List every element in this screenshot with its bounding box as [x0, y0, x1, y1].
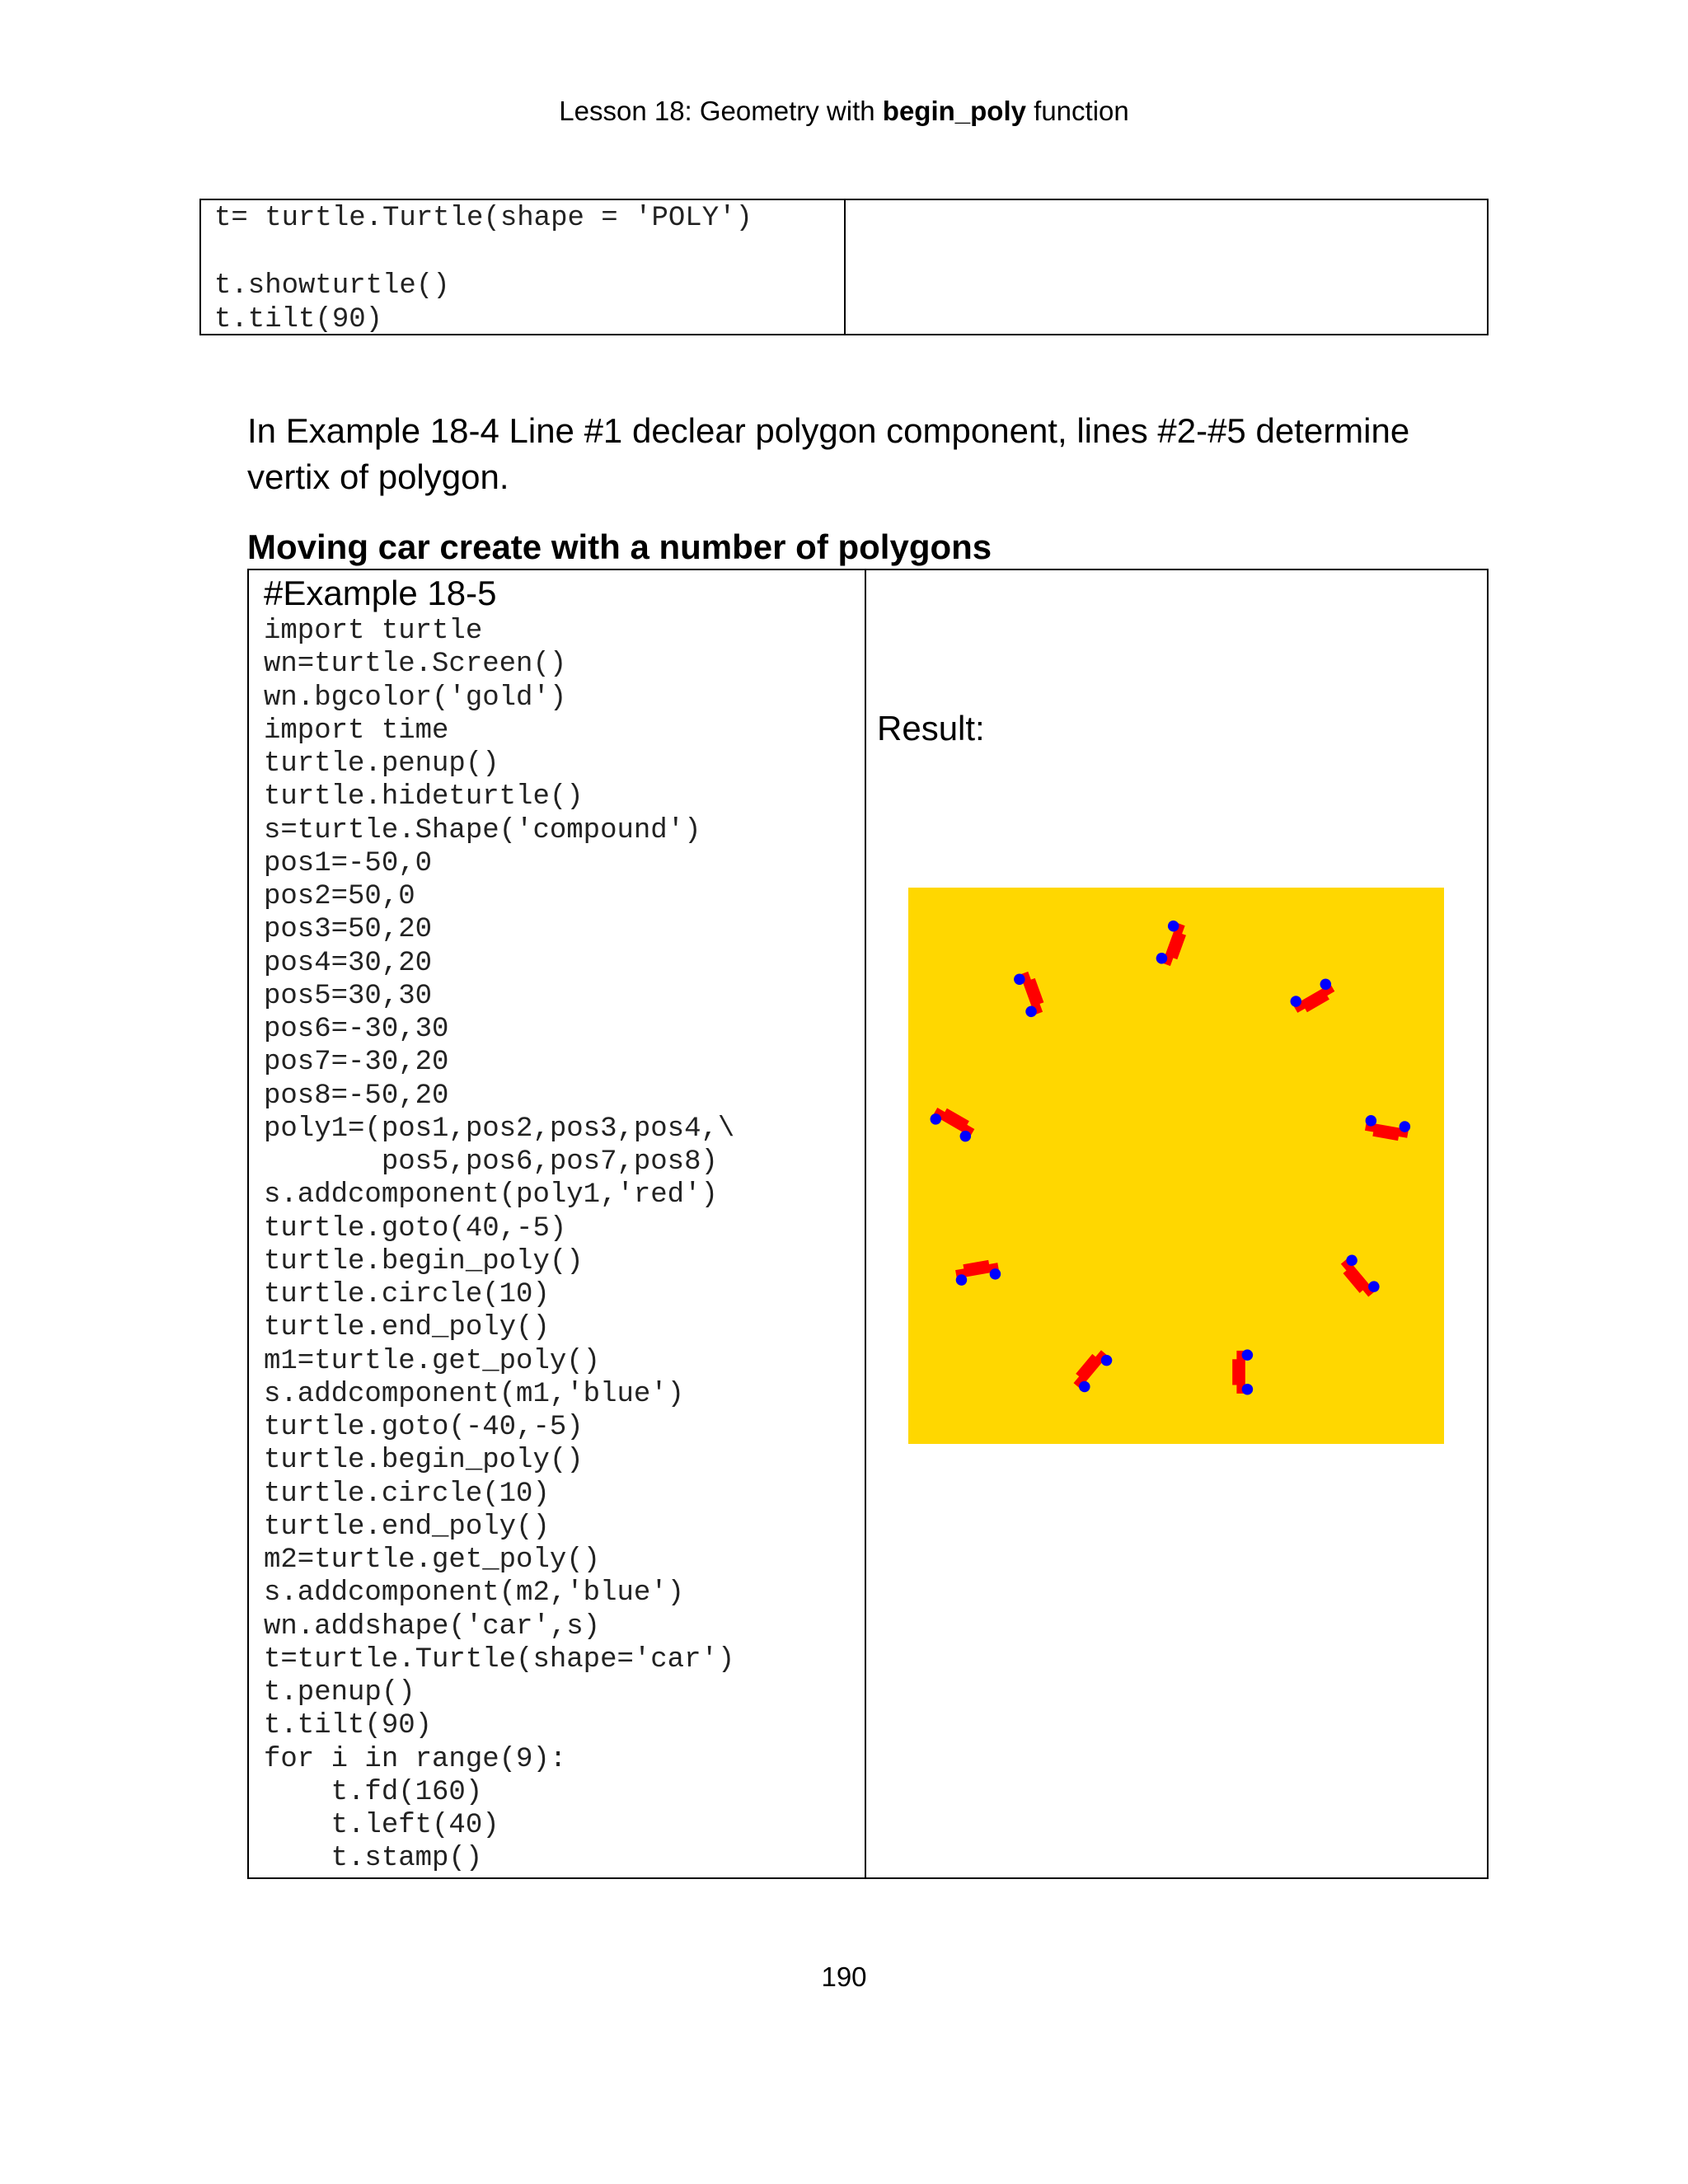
code-line: t= turtle.Turtle(shape = 'POLY') [214, 203, 753, 234]
header-prefix: Lesson 18: Geometry with [559, 96, 883, 126]
result-image [908, 888, 1444, 1444]
canvas-background [908, 888, 1444, 1444]
code-line: pos4=30,20 [264, 947, 433, 979]
code-line: pos1=-50,0 [264, 847, 433, 879]
code-line: turtle.end_poly() [264, 1312, 550, 1344]
code-line: s.addcomponent(m2,'blue') [264, 1577, 685, 1610]
car-wheel [1242, 1384, 1254, 1395]
code-line: turtle.goto(40,-5) [264, 1212, 567, 1244]
example-code-block [264, 615, 734, 1876]
code-line: t.tilt(90) [214, 304, 383, 335]
header-function-name: begin_poly [882, 96, 1026, 126]
code-line: import turtle [264, 616, 483, 647]
code-line: turtle.begin_poly() [264, 1245, 584, 1277]
code-line: t=turtle.Turtle(shape='car') [264, 1643, 735, 1675]
code-block-top [214, 202, 753, 337]
code-line: t.penup() [264, 1677, 415, 1708]
page-header [0, 96, 1688, 127]
code-line: turtle.end_poly() [264, 1511, 550, 1543]
code-line: pos5=30,30 [264, 980, 433, 1012]
code-line: wn.bgcolor('gold') [264, 682, 567, 714]
code-line: t.left(40) [264, 1810, 499, 1841]
header-suffix: function [1025, 96, 1129, 126]
code-table-top [199, 199, 1489, 335]
code-line: pos8=-50,20 [264, 1080, 449, 1112]
code-line: pos5,pos6,pos7,pos8) [264, 1146, 718, 1178]
code-line: pos2=50,0 [264, 881, 415, 912]
explanation-paragraph: In Example 18-4 Line #1 declear polygon component, lines #2-#5 determine vertix of polygon. [247, 411, 1410, 496]
code-line: m2=turtle.get_poly() [264, 1544, 601, 1576]
code-line: turtle.circle(10) [264, 1279, 550, 1310]
code-line: turtle.hideturtle() [264, 781, 584, 813]
code-line: poly1=(pos1,pos2,pos3,pos4,\ [264, 1113, 735, 1145]
code-line: turtle.begin_poly() [264, 1445, 584, 1477]
table-divider [865, 570, 866, 1877]
code-line: turtle.goto(-40,-5) [264, 1412, 584, 1443]
code-line [214, 236, 753, 269]
code-line: s.addcomponent(m1,'blue') [264, 1378, 685, 1410]
code-line: s=turtle.Shape('compound') [264, 814, 701, 846]
code-line: turtle.circle(10) [264, 1478, 550, 1510]
page-number: 190 [821, 1961, 867, 1992]
code-line: wn=turtle.Screen() [264, 649, 567, 681]
car-wheel [1242, 1349, 1254, 1361]
code-line: turtle.penup() [264, 748, 499, 780]
code-line: t.stamp() [264, 1843, 483, 1875]
section-heading: Moving car create with a number of polygons [247, 527, 992, 566]
code-line: pos7=-30,20 [264, 1047, 449, 1079]
code-line: for i in range(9): [264, 1743, 567, 1775]
code-line: import time [264, 715, 449, 747]
code-line: t.tilt(90) [264, 1710, 433, 1742]
example-title: #Example 18-5 [264, 574, 497, 612]
code-line: t.fd(160) [264, 1776, 483, 1808]
code-line: m1=turtle.get_poly() [264, 1345, 601, 1377]
code-line: t.showturtle() [214, 270, 450, 302]
code-line: pos3=50,20 [264, 914, 433, 946]
result-label: Result: [877, 709, 985, 748]
code-line: wn.addshape('car',s) [264, 1610, 601, 1643]
code-line: s.addcomponent(poly1,'red') [264, 1179, 718, 1212]
table-divider [844, 200, 846, 334]
code-line: pos6=-30,30 [264, 1014, 449, 1045]
